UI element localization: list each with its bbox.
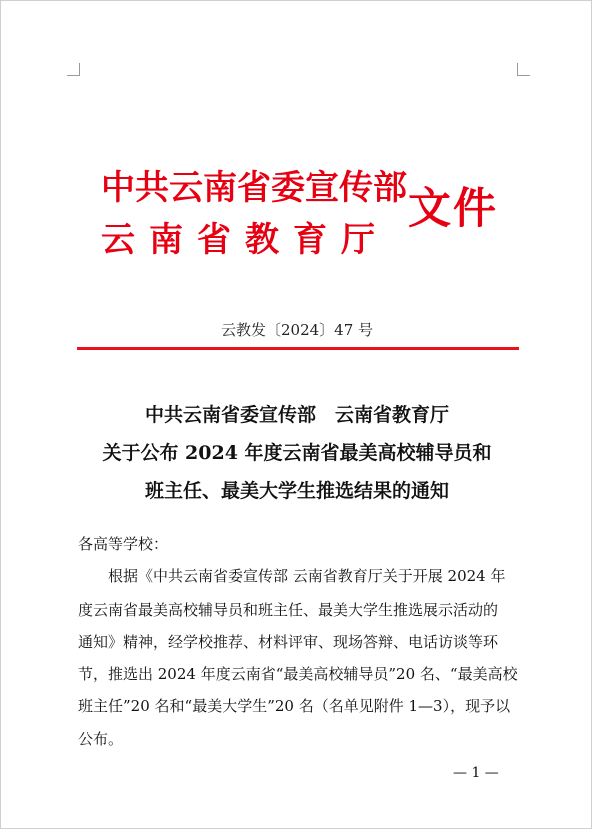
body-text-line: 班主任”20 名和“最美大学生”20 名（名单见附件 1—3），现予以 — [78, 697, 511, 715]
red-separator-line — [77, 347, 519, 350]
body-text-line: 度云南省最美高校辅导员和班主任、最美大学生推选展示活动的 — [78, 601, 499, 619]
crop-mark-top-right — [517, 63, 530, 76]
body-text-line: 公布。 — [78, 730, 124, 748]
notice-title-line-1: 中共云南省委宣传部 云南省教育厅 — [144, 404, 449, 426]
notice-title-line-3: 班主任、最美大学生推选结果的通知 — [144, 480, 449, 502]
page-number: — 1 — — [453, 765, 499, 781]
body-text-line: 通知》精神，经学校推荐、材料评审、现场答辩、电话访谈等环 — [78, 633, 499, 651]
body-text-line: 节，推选出 2024 年度云南省“最美高校辅导员”20 名、“最美高校 — [78, 665, 518, 683]
document-number: 云教发〔2024〕47 号 — [220, 321, 374, 339]
crop-mark-top-left — [67, 63, 80, 76]
body-text-line: 根据《中共云南省委宣传部 云南省教育厅关于开展 2024 年 — [108, 567, 506, 585]
issuing-org-education-dept: 云南省教育厅 — [101, 220, 389, 260]
document-type-label: 文件 — [408, 184, 498, 234]
issuing-org-propaganda-dept: 中共云南省委宣传部 — [101, 168, 407, 208]
salutation: 各高等学校： — [78, 535, 169, 553]
notice-title-line-2: 关于公布 2024 年度云南省最美高校辅导员和 — [102, 442, 492, 464]
